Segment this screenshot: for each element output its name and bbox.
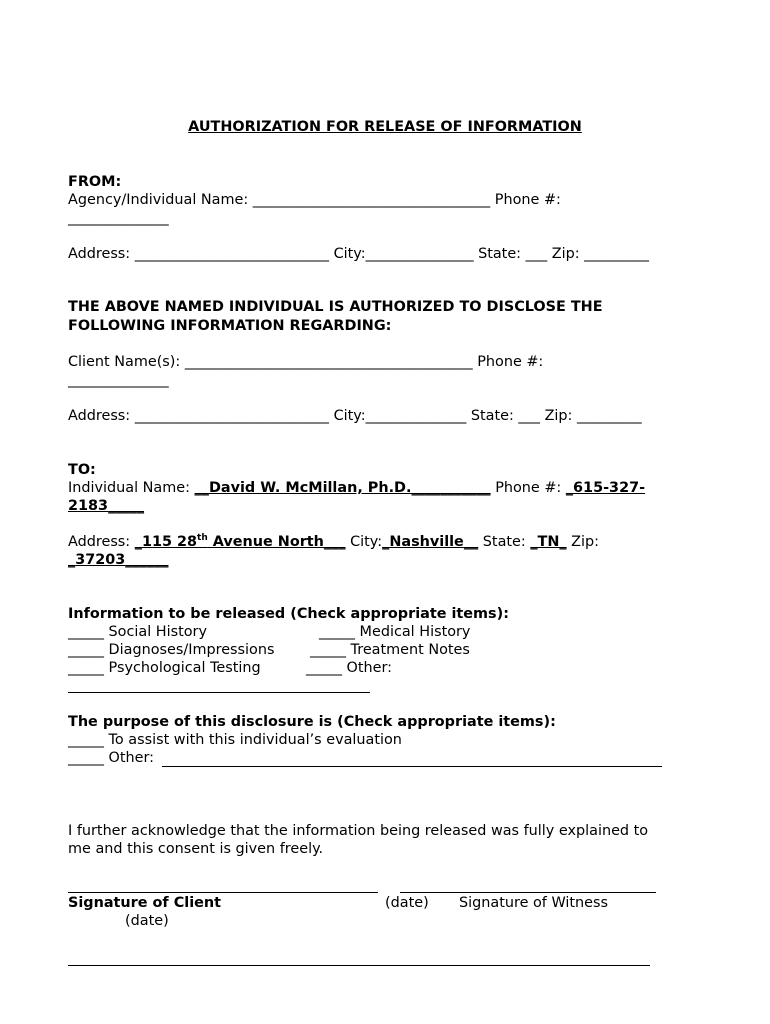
to-name-label: Individual Name: — [68, 480, 195, 496]
to-phone-post: _____ — [108, 498, 145, 514]
to-name-field — [195, 480, 491, 496]
client-signature-label: Signature of Client — [68, 895, 222, 911]
to-city-label: City: — [345, 534, 383, 550]
to-state-value: TN — [537, 534, 560, 550]
purpose-item-evaluation[interactable]: _____ To assist with this individual’s evaluation — [68, 732, 402, 748]
to-address-sup: th — [197, 533, 208, 543]
purpose-heading: The purpose of this disclosure is (Check appropriate items): — [68, 714, 556, 730]
to-phone-value-2: 2183 — [68, 498, 109, 514]
client-date-label: (date) — [385, 895, 429, 911]
info-item-diagnoses[interactable]: _____ Diagnoses/Impressions — [68, 642, 275, 658]
to-address-value-a: 115 28 — [141, 534, 198, 550]
to-address-value-b: Avenue North — [207, 534, 324, 550]
to-state-field — [530, 534, 566, 550]
to-name-post: ___________ — [411, 480, 491, 496]
to-heading: TO: — [68, 462, 96, 478]
authorization-statement-line1: THE ABOVE NAMED INDIVIDUAL IS AUTHORIZED TO DISCLOSE THE — [68, 299, 603, 315]
info-item-medical-history[interactable]: _____ Medical History — [319, 624, 471, 640]
to-name-pre: __ — [194, 480, 209, 496]
to-zip-post: ______ — [125, 552, 169, 568]
to-zip-value: 37203 — [75, 552, 126, 568]
info-heading: Information to be released (Check appropriate items): — [68, 606, 509, 622]
client-name-phone-line: Client Name(s): ________________________________________ Phone #: — [68, 354, 544, 370]
info-other-line[interactable] — [68, 692, 370, 693]
authorization-statement-line2: FOLLOWING INFORMATION REGARDING: — [68, 318, 392, 334]
to-phone-pre: _ — [565, 480, 574, 496]
to-phone-field-cont — [68, 497, 144, 515]
purpose-other-line[interactable] — [162, 766, 662, 767]
to-name-phone-line — [68, 479, 645, 497]
to-state-pre: _ — [530, 534, 538, 550]
to-zip-pre: _ — [68, 552, 76, 568]
witness-signature-line[interactable] — [400, 892, 656, 893]
to-state-post: _ — [559, 534, 567, 550]
to-zip-field — [68, 551, 168, 569]
to-state-label: State: — [478, 534, 531, 550]
to-address-post: ___ — [323, 534, 346, 550]
witness-signature-label: Signature of Witness — [459, 895, 608, 911]
purpose-item-other[interactable]: _____ Other: — [68, 750, 155, 766]
acknowledge-line2: me and this consent is given freely. — [68, 841, 324, 857]
from-name-phone-line: Agency/Individual Name: _________________________________ Phone #: — [68, 192, 561, 208]
to-name-value: David W. McMillan, Ph.D. — [208, 480, 412, 496]
info-item-treatment-notes[interactable]: _____ Treatment Notes — [310, 642, 470, 658]
from-phone-blank: ______________ — [68, 210, 169, 226]
client-phone-blank: ______________ — [68, 372, 169, 388]
bottom-signature-line[interactable] — [68, 965, 650, 966]
from-heading: FROM: — [68, 174, 122, 190]
to-city-value: Nashville — [389, 534, 464, 550]
to-phone-field — [566, 480, 645, 496]
client-signature-line[interactable] — [68, 892, 378, 893]
info-item-psych-testing[interactable]: _____ Psychological Testing — [68, 660, 261, 676]
to-address-line — [68, 533, 599, 553]
to-address-label: Address: — [68, 534, 135, 550]
form-title: AUTHORIZATION FOR RELEASE OF INFORMATION — [188, 119, 582, 135]
to-city-pre: _ — [382, 534, 390, 550]
to-phone-label: Phone #: — [490, 480, 566, 496]
acknowledge-line1: I further acknowledge that the information being released was fully explained to — [68, 823, 649, 839]
to-address-field — [135, 534, 346, 550]
to-city-field — [382, 534, 478, 550]
to-phone-value-1: 615-327- — [573, 480, 646, 496]
info-item-social-history[interactable]: _____ Social History — [68, 624, 207, 640]
to-address-pre: _ — [134, 534, 142, 550]
info-item-other[interactable]: _____ Other: — [306, 660, 393, 676]
from-address-line: Address: ___________________________ City:_______________ State: ___ Zip: _________ — [68, 246, 649, 262]
witness-date-label: (date) — [125, 913, 169, 929]
to-zip-label: Zip: — [566, 534, 600, 550]
client-address-line: Address: ___________________________ City:______________ State: ___ Zip: _________ — [68, 408, 642, 424]
to-city-post: __ — [463, 534, 479, 550]
